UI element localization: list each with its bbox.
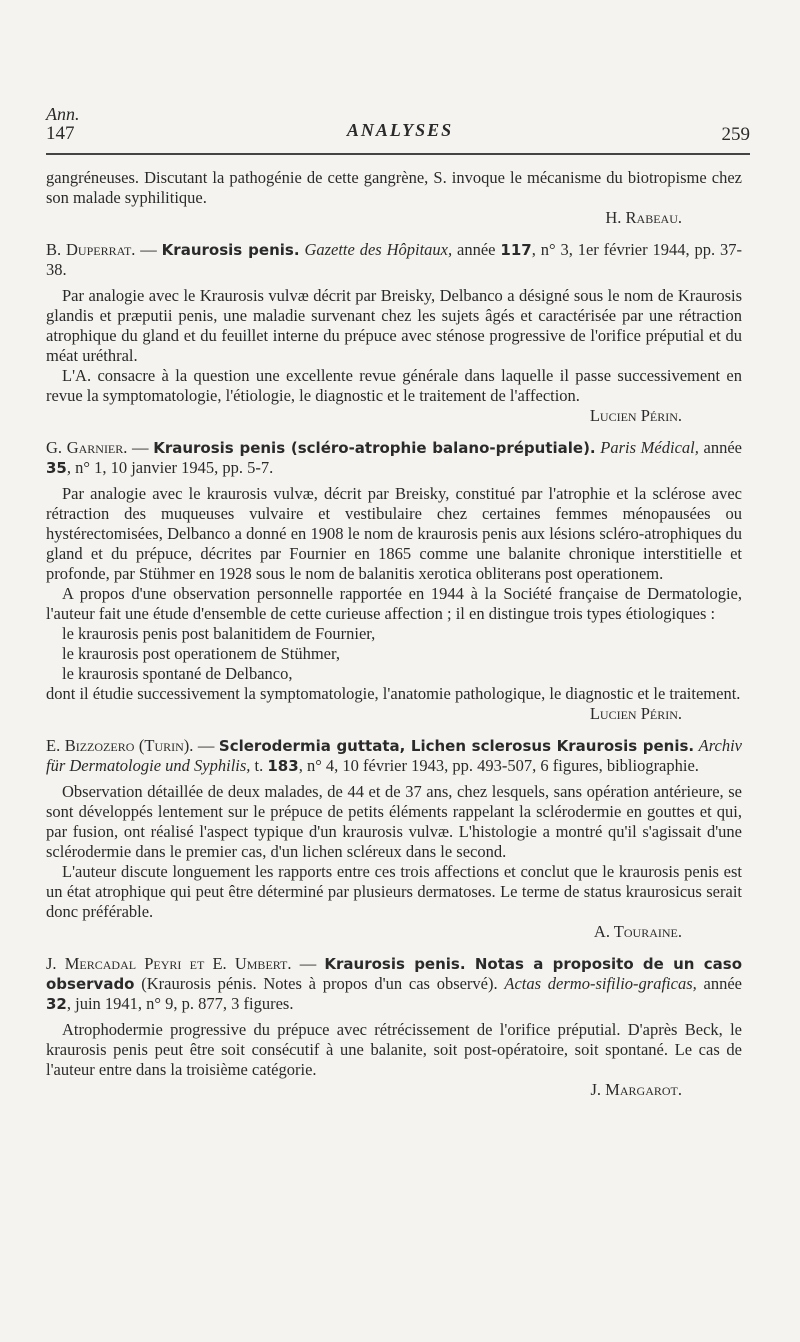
section-title: ANALYSES <box>346 120 454 140</box>
year-prefix: t. <box>250 756 268 775</box>
article-1-paragraph-2: L'A. consacre à la question une excellente revue générale dans laquelle il passe successivement en revue la symptomatologie, l'étiologie, le diagnostic et le traitement de l'affection. <box>46 366 742 405</box>
citation-rest: , n° 1, 10 janvier 1945, pp. 5-7. <box>66 458 274 477</box>
article-2-paragraph-1: Par analogie avec le kraurosis vulvæ, décrit par Breisky, constitué par l'atrophie et la sclérose avec rétraction des muqueuses vulvaire et vestibulaire chez certaines femmes ménopausées ou hystérectomisées, Delbanco a donné en 1908 le nom de kraurosis penis aux lésions scléro-atrophiques du gland et du prépuce, décrites par Fournier en 1865 comme une balanite chronique interstitielle et profonde, par Stühmer en 1928 sous le nom de balanitis xerotica obliterans post operationem. <box>46 484 742 583</box>
page-body <box>46 168 742 1100</box>
author: B. Duperrat. <box>46 240 136 259</box>
dash: — <box>127 438 154 457</box>
journal-name: Archiv für Dermatologie und Syphilis, <box>46 736 742 775</box>
article-title: Sclerodermia guttata, Lichen sclerosus Kraurosis penis. <box>218 737 695 755</box>
citation-rest: , n° 4, 10 février 1943, pp. 493-507, 6 figures, bibliographie. <box>298 756 699 775</box>
list-item: le kraurosis spontané de Delbanco, <box>62 664 293 683</box>
volume-number: 147 <box>46 123 75 144</box>
volume: 32 <box>46 995 67 1013</box>
title-translation: (Kraurosis pénis. Notes à propos d'un cas observé). <box>134 974 505 993</box>
year-prefix: année <box>698 438 742 457</box>
article-3-signature: A. Touraine. <box>593 922 682 941</box>
article-title: Kraurosis penis (scléro-atrophie balano-préputiale). <box>153 439 596 457</box>
article-title: Kraurosis penis. Notas a proposito de un caso observado <box>46 955 743 993</box>
year-prefix: année <box>696 974 742 993</box>
article-4-paragraph-1: Atrophodermie progressive du prépuce avec rétrécissement de l'orifice préputial. D'après Beck, le kraurosis penis peut être soit consécutif à une balanite, soit post-opératoire, soit spontané. Le cas de l'auteur entre dans la troisième catégorie. <box>46 1020 742 1079</box>
header-rule <box>46 153 750 155</box>
article-2-signature: Lucien Périn. <box>589 704 682 723</box>
article-4-reference <box>46 954 742 1014</box>
journal-abbrev: Ann. <box>46 104 80 124</box>
journal-name: Gazette des Hôpitaux, <box>304 240 453 259</box>
article-1-paragraph-1: Par analogie avec le Kraurosis vulvæ décrit par Breisky, Delbanco a désigné sous le nom de Kraurosis glandis et præputii penis, une maladie survenant chez les sujets âgés et caractérisée par une rétraction atrophique du gland et du feuillet interne du prépuce avec sténose progressive de l'orifice préputial et du méat uréthral. <box>46 286 742 365</box>
author: E. Bizzozero (Turin). <box>46 736 194 755</box>
intro-signature: H. Rabeau. <box>605 208 682 227</box>
article-2-paragraph-3: dont il étudie successivement la symptomatologie, l'anatomie pathologique, le diagnostic et le traitement. <box>46 684 741 703</box>
etiology-list <box>46 624 742 684</box>
article-title: Kraurosis penis. <box>161 241 300 259</box>
list-item: le kraurosis post operationem de Stühmer, <box>62 644 340 663</box>
dash: — <box>193 736 219 755</box>
article-3-paragraph-1: Observation détaillée de deux malades, de 44 et de 37 ans, chez lesquels, sans opération antérieure, se sont développés lentement sur le prépuce de petits éléments rappelant la sclérodermie en gouttes et qui, par fusion, ont réalisé l'aspect typique d'un kraurosis vulvæ. L'histologie a montré qu'il s'agissait d'une sclérodermie dans le premier cas, d'un lichen scléreux dans le second. <box>46 782 742 861</box>
volume: 183 <box>267 757 299 775</box>
article-3-paragraph-2: L'auteur discute longuement les rapports entre ces trois affections et conclut que le kraurosis penis est un état atrophique qui peut être déterminé par plusieurs dermatoses. Le terme de status kraurosicus serait donc préférable. <box>46 862 742 921</box>
intro-text: gangréneuses. Discutant la pathogénie de cette gangrène, S. invoque le mécanisme du biotropisme chez son malade syphilitique. <box>46 168 742 207</box>
citation-rest: , juin 1941, n° 9, p. 877, 3 figures. <box>66 994 294 1013</box>
author: J. Mercadal Peyri et E. Umbert. <box>46 954 292 973</box>
journal-name: Paris Médical, <box>600 438 699 457</box>
article-1-signature: Lucien Périn. <box>589 406 682 425</box>
article-2-reference <box>46 438 742 478</box>
article-2-paragraph-2: A propos d'une observation personnelle rapportée en 1944 à la Société française de Dermatologie, l'auteur fait une étude d'ensemble de cette curieuse affection ; il en distingue trois types étiologiques : <box>46 584 742 623</box>
dash: — <box>291 954 325 973</box>
volume: 35 <box>46 459 67 477</box>
volume: 117 <box>500 241 532 259</box>
year-prefix: année <box>452 240 501 259</box>
article-1-reference <box>46 240 742 280</box>
dash: — <box>135 240 162 259</box>
page-number: 259 <box>721 124 750 145</box>
article-3-reference <box>46 736 742 776</box>
journal-name: Actas dermo-sifilio-graficas, <box>504 974 697 993</box>
citation-rest: , n° 3, 1er février 1944, pp. 37-38. <box>46 240 743 279</box>
list-item: le kraurosis penis post balanitidem de Fournier, <box>62 624 376 643</box>
author: G. Garnier. <box>46 438 128 457</box>
article-4-signature: J. Margarot. <box>590 1080 682 1099</box>
